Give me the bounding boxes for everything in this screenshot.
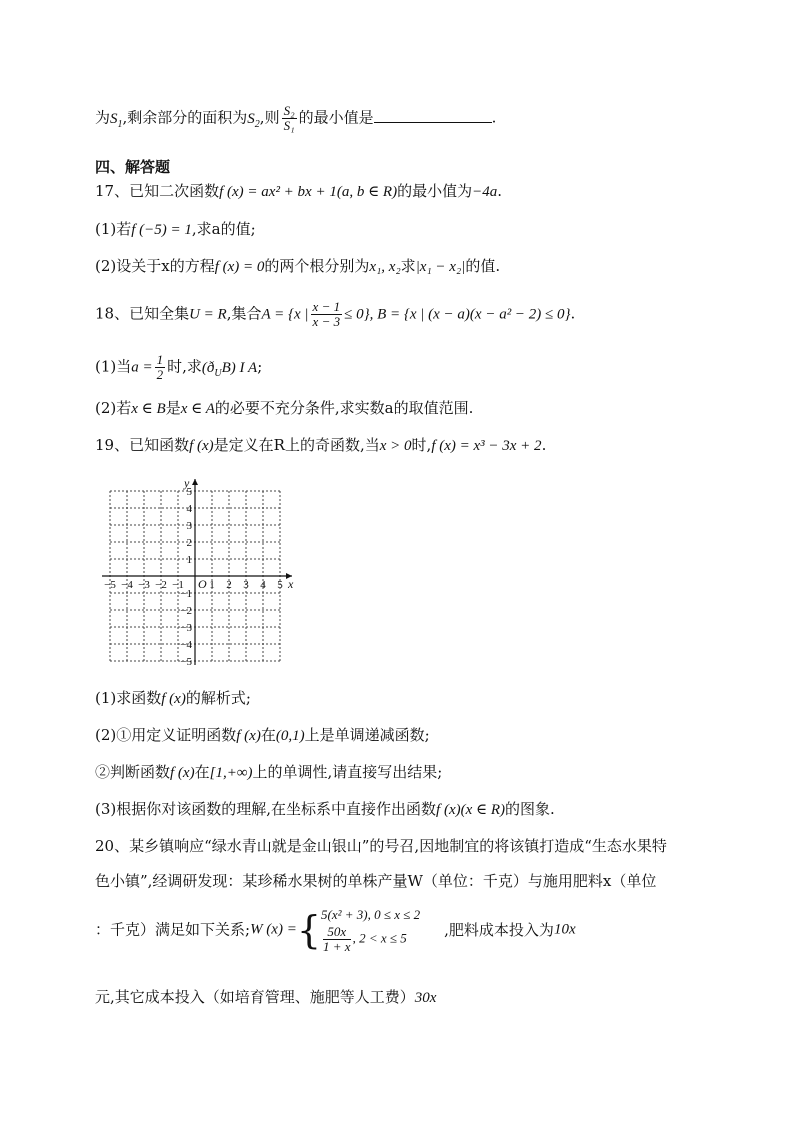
formula: (0,1)	[275, 728, 305, 744]
x-tick-label: 4	[260, 579, 266, 591]
q19-part2b	[95, 761, 442, 784]
formula: U = R	[189, 306, 227, 323]
y-tick-label: −2	[180, 605, 192, 617]
y-tick-label: −4	[180, 639, 192, 651]
text: 求	[400, 257, 416, 275]
formula: x ∈ B	[131, 401, 166, 417]
set-a-fraction: $\frac{x - 1}{x - 3}$	[312, 299, 341, 329]
text: (2)设关于x的方程	[95, 257, 215, 275]
formula: x₁, x₂	[369, 259, 401, 275]
answer-blank[interactable]	[374, 108, 492, 123]
text: 是定义在R上的奇函数,当	[213, 436, 380, 454]
q18-part2	[95, 397, 473, 420]
x-tick-label: −1	[172, 579, 184, 591]
text: 元,其它成本投入（如培育管理、施肥等人工费）	[95, 988, 415, 1006]
q19-part1	[95, 687, 251, 710]
case-1: 5(x² + 3), 0 ≤ x ≤ 2	[321, 907, 421, 922]
q19-part2a	[95, 724, 430, 747]
q17-part2	[95, 255, 500, 278]
formula: |x₁ − x₂|	[415, 259, 466, 275]
prev-line	[95, 104, 496, 136]
q19-stem	[95, 434, 546, 457]
text: ,求a的值;	[191, 220, 256, 238]
formula: a =	[131, 359, 153, 376]
formula: −4a	[472, 184, 498, 200]
q20-line1: 20、某乡镇响应“绿水青山就是金山银山”的号召,因地制宜的将该镇打造成“生态水果特	[95, 837, 667, 855]
text: 时,求	[167, 357, 202, 376]
piecewise-brace: {	[296, 907, 322, 952]
text: 的图象.	[505, 800, 555, 818]
text: 18、已知全集	[95, 304, 190, 323]
text: 的两个根分别为	[264, 257, 370, 275]
formula: f (x)	[170, 765, 195, 781]
text: (3)根据你对该函数的理解,在坐标系中直接作出函数	[95, 800, 437, 818]
text: ,肥料成本投入为	[444, 920, 554, 939]
q18-stem	[95, 300, 575, 329]
text: 在	[260, 726, 276, 744]
q20-line4	[95, 986, 436, 1009]
formula: , B = {x | (x − a)(x − a² − 2) ≤ 0}	[369, 306, 571, 323]
ratio-fraction: $\frac{\text{S₂}}{\text{S₁}}$	[283, 103, 295, 133]
text: ②判断函数	[95, 763, 171, 781]
x-tick-label: 3	[243, 579, 249, 591]
x-tick-label: −3	[138, 579, 150, 591]
text: 时,	[411, 436, 432, 454]
x-tick-label: 2	[226, 579, 232, 591]
text: 的值.	[465, 257, 501, 275]
formula: f (x)	[189, 438, 214, 454]
text: .	[541, 436, 547, 454]
text: 在	[194, 763, 210, 781]
text: 上是单调递减函数;	[304, 726, 430, 744]
text: (2)若	[95, 399, 132, 417]
y-axis-label: y	[184, 476, 190, 490]
half-fraction: $\frac{1}{2}$	[156, 352, 164, 382]
formula: A = {x |	[261, 306, 309, 323]
text: .	[497, 182, 503, 200]
text: (1)若	[95, 220, 132, 238]
text: 的必要不充分条件,求实数a的取值范围.	[214, 399, 474, 417]
text: 的最小值是	[298, 108, 374, 127]
x-tick-label: −4	[121, 579, 133, 591]
s2: $S_2$	[247, 110, 260, 130]
q20-line2: 色小镇”,经调研发现：某珍稀水果树的单株产量W（单位：千克）与施用肥料x（单位	[95, 872, 657, 890]
q17-stem	[95, 180, 502, 203]
y-tick-label: −1	[180, 588, 192, 600]
text: .	[570, 304, 576, 323]
text: ：千克）满足如下关系;	[95, 920, 251, 939]
formula: [1,+∞)	[209, 765, 253, 781]
s1: $S_1$	[110, 110, 123, 130]
x-tick-label: −5	[104, 579, 116, 591]
q17-part1	[95, 218, 256, 241]
y-tick-label: 2	[186, 537, 192, 549]
text: 的最小值为	[397, 182, 473, 200]
formula: W (x) =	[250, 921, 297, 938]
x-tick-label: 1	[209, 579, 215, 591]
text: ;	[257, 357, 263, 376]
text: 17、已知二次函数	[95, 182, 220, 200]
coordinate-grid[interactable]	[95, 468, 305, 668]
formula: x ∈ A	[180, 401, 215, 417]
formula: 10x	[553, 921, 576, 938]
origin-label: O	[198, 577, 207, 591]
text: (2)①用定义证明函数	[95, 726, 237, 744]
text: 是	[165, 399, 181, 417]
x-tick-label: 5	[277, 579, 283, 591]
text: 为	[95, 108, 111, 127]
formula: f (x) = 0	[214, 259, 265, 275]
section-title: 四、解答题	[95, 158, 171, 176]
formula: f (x)	[161, 691, 186, 707]
q18-part1	[95, 353, 262, 385]
piecewise-cases: 5(x² + 3), 0 ≤ x ≤ 2 $\frac{50x}{1 + x}$ , 2 < x ≤ 5	[321, 907, 421, 954]
y-tick-label: 5	[186, 486, 192, 498]
y-tick-label: 3	[186, 520, 192, 532]
y-tick-label: 1	[186, 554, 192, 566]
text: ,则	[259, 108, 280, 127]
x-axis-label: x	[288, 577, 294, 591]
y-tick-label: −5	[180, 656, 192, 668]
formula: f (−5) = 1	[131, 222, 192, 238]
y-arrow	[192, 479, 198, 485]
formula: f (x)	[236, 728, 261, 744]
formula: x > 0	[379, 438, 412, 454]
q19-part3	[95, 798, 555, 821]
formula: f (x) = ax² + bx + 1(a, b ∈ R)	[219, 184, 398, 200]
complement-expr: $(ð_UB)$ I A	[201, 359, 258, 379]
y-tick-label: 4	[186, 503, 192, 515]
text: (1)求函数	[95, 689, 162, 707]
formula: f (x) = x³ − 3x + 2	[431, 438, 542, 454]
text: 19、已知函数	[95, 436, 190, 454]
text: 上的单调性,请直接写出结果;	[252, 763, 443, 781]
text: ,剩余部分的面积为	[122, 108, 248, 127]
formula: 30x	[414, 990, 437, 1006]
text: (1)当	[95, 357, 132, 376]
formula: ≤ 0}	[344, 306, 370, 323]
q20-line3	[95, 905, 576, 954]
y-tick-label: −3	[180, 622, 192, 634]
text: ,集合	[226, 304, 262, 323]
text: .	[491, 108, 497, 127]
x-tick-label: −2	[155, 579, 167, 591]
text: 的解析式;	[185, 689, 251, 707]
tick-labels	[104, 476, 294, 668]
formula: f (x)(x ∈ R)	[436, 802, 506, 818]
